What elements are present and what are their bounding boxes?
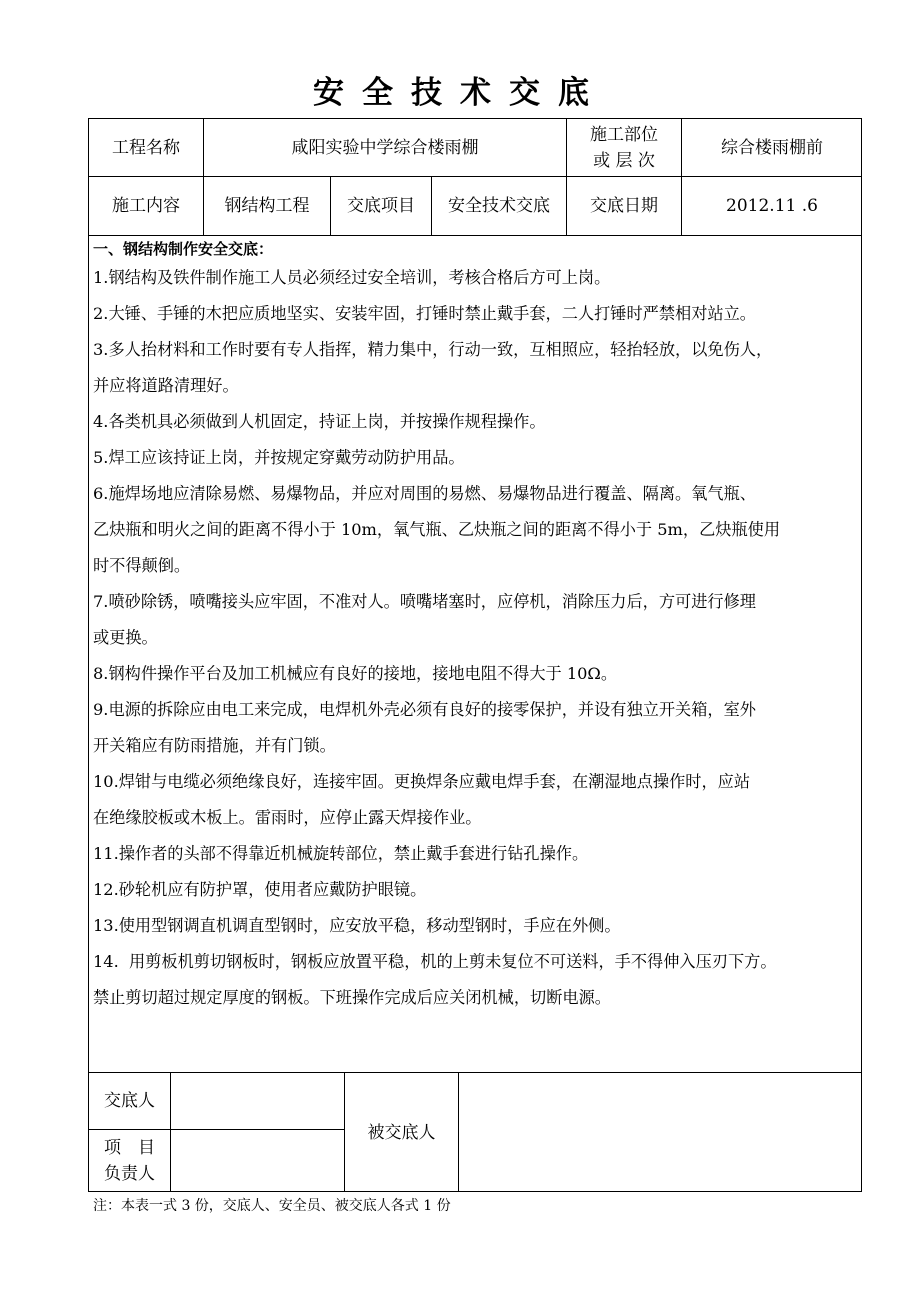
project-manager-label-line1: 项 目 [104, 1138, 155, 1158]
discloser-signature-field[interactable] [171, 1073, 344, 1129]
project-manager-label [89, 1130, 170, 1192]
project-manager-label-line2: 负责人 [104, 1164, 155, 1184]
list-item: 1.钢结构及铁件制作施工人员必须经过安全培训，考核合格后方可上岗。 [93, 268, 611, 287]
project-manager-signature-field[interactable] [171, 1130, 344, 1192]
recipient-label: 被交底人 [367, 1122, 436, 1143]
project-name-label: 工程名称 [112, 137, 180, 158]
construction-location-label [567, 119, 681, 176]
disclosure-date-value: 2012.11 .6 [726, 196, 818, 216]
page-title: 安全技术交底 [313, 75, 607, 111]
row-divider [88, 235, 862, 236]
disclosure-content [93, 238, 863, 1016]
list-item: 14. 用剪板机剪切钢板时，钢板应放置平稳，机的上剪未复位不可送料，手不得伸入压刃下方。 禁止剪切超过规定厚度的钢板。下班操作完成后应关闭机械，切断电源。 [93, 952, 777, 1007]
list-item: 9.电源的拆除应由电工来完成，电焊机外壳必须有良好的接零保护，并设有独立开关箱，室外 开关箱应有防雨措施，并有门锁。 [93, 700, 756, 755]
work-content-value: 钢结构工程 [224, 196, 310, 216]
recipient-signature-field[interactable] [459, 1073, 862, 1192]
location-label-line2: 或 层 次 [593, 150, 655, 171]
list-item: 6.施焊场地应清除易燃、易爆物品，并应对周围的易燃、易爆物品进行覆盖、隔离。氧气瓶、 乙炔瓶和明火之间的距离不得小于 10m，氧气瓶、乙炔瓶之间的距离不得小于 5m，乙炔瓶使用 时不得颠倒。 [93, 484, 781, 575]
section-heading: 一、钢结构制作安全交底： [93, 240, 274, 258]
list-item: 8.钢构件操作平台及加工机械应有良好的接地，接地电阻不得大于 10Ω。 [93, 664, 618, 683]
list-item: 13.使用型钢调直机调直型钢时，应安放平稳，移动型钢时，手应在外侧。 [93, 916, 621, 935]
work-content-label: 施工内容 [112, 196, 180, 216]
construction-location-value: 综合楼雨棚前 [721, 137, 823, 158]
list-item: 7.喷砂除锈，喷嘴接头应牢固，不准对人。喷嘴堵塞时，应停机，消除压力后，方可进行修理 或更换。 [93, 592, 756, 647]
list-item: 3.多人抬材料和工作时要有专人指挥，精力集中，行动一致，互相照应，轻抬轻放，以免伤人， 并应将道路清理好。 [93, 340, 773, 395]
list-item: 2.大锤、手锤的木把应质地坚实、安装牢固，打锤时禁止戴手套，二人打锤时严禁相对站立。 [93, 304, 756, 323]
list-item: 11.操作者的头部不得靠近机械旋转部位，禁止戴手套进行钻孔操作。 [93, 844, 589, 863]
list-item: 5.焊工应该持证上岗，并按规定穿戴劳动防护用品。 [93, 448, 465, 467]
list-item: 4.各类机具必须做到人机固定，持证上岗，并按操作规程操作。 [93, 412, 546, 431]
discloser-label: 交底人 [104, 1091, 155, 1111]
location-label-line1: 施工部位 [590, 124, 658, 145]
disclosure-date-label: 交底日期 [590, 196, 658, 216]
disclosure-item-value: 安全技术交底 [448, 196, 550, 216]
footnote: 注：本表一式 3 份，交底人、安全员、被交底人各式 1 份 [93, 1198, 451, 1214]
disclosure-item-label: 交底项目 [347, 196, 415, 216]
project-name-value: 咸阳实验中学综合楼雨棚 [291, 137, 479, 158]
list-item: 12.砂轮机应有防护罩，使用者应戴防护眼镜。 [93, 880, 427, 899]
list-item: 10.焊钳与电缆必须绝缘良好，连接牢固。更换焊条应戴电焊手套，在潮湿地点操作时，应站 在绝缘胶板或木板上。雷雨时，应停止露天焊接作业。 [93, 772, 751, 827]
